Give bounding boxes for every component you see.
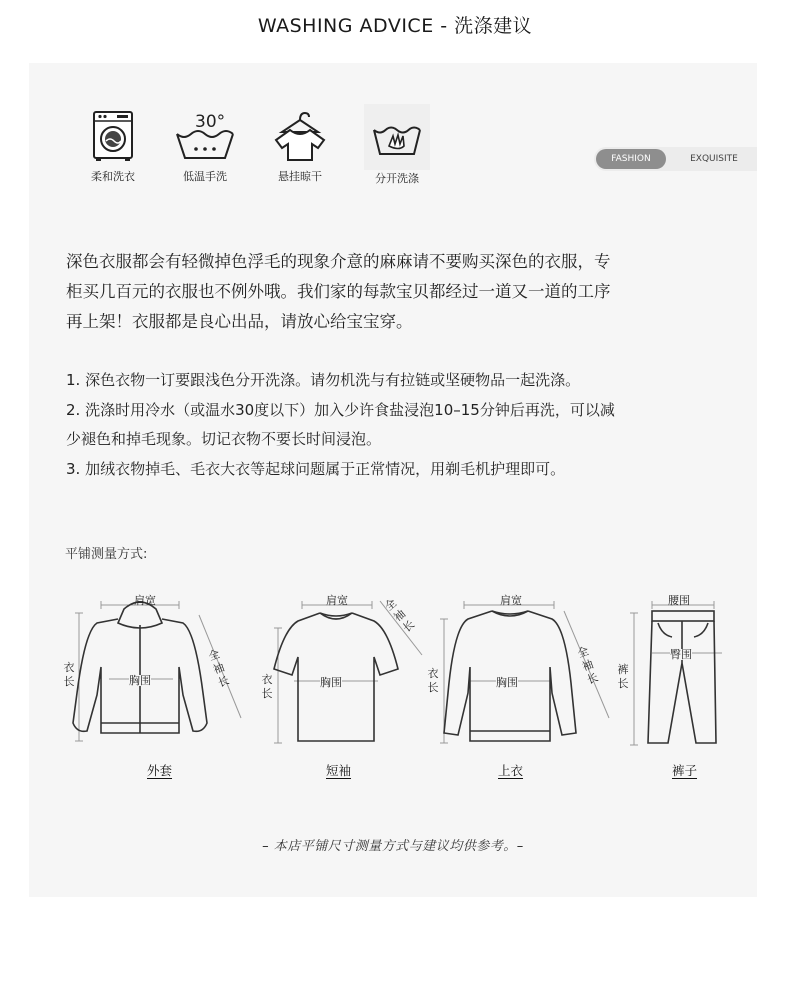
measure-title: 平铺测量方式: bbox=[65, 547, 148, 562]
footer-note: – 本店平铺尺寸测量方式与建议均供参考。– bbox=[262, 839, 524, 854]
advice-line: 1. 深色衣物一订要跟浅色分开洗涤。请勿机洗与有拉链或坚硬物品一起洗涤。 bbox=[66, 371, 581, 389]
advice-list bbox=[66, 366, 734, 484]
care-item-low-temp-hand-wash bbox=[170, 108, 240, 184]
separate-wash-icon bbox=[369, 116, 425, 166]
care-item-hang-dry bbox=[265, 108, 335, 184]
intro-line: 柜买几百元的衣服也不例外哦。我们家的每款宝贝都经过一道又一道的工序 bbox=[66, 282, 611, 301]
separate-wash-icon-box bbox=[364, 104, 430, 170]
garment-tshirt bbox=[254, 583, 429, 778]
shoulder-width-label: 肩宽 bbox=[326, 594, 348, 607]
tag-exquisite: EXQUISITE bbox=[690, 154, 738, 164]
intro-line: 再上架！衣服都是良心出品，请放心给宝宝穿。 bbox=[66, 312, 413, 331]
advice-line: 2. 洗涤时用冷水（或温水30度以下）加入少许食盐浸泡10–15分钟后再洗，可以减 bbox=[66, 400, 615, 419]
care-item-separate-wash bbox=[362, 108, 432, 186]
care-label: 柔和洗衣 bbox=[91, 170, 135, 183]
tshirt-outline-icon bbox=[254, 583, 429, 748]
content-panel bbox=[29, 63, 757, 897]
waist-label: 腰围 bbox=[668, 594, 690, 607]
care-label: 分开洗涤 bbox=[375, 172, 419, 185]
length-label: 衣长 bbox=[427, 667, 439, 694]
length-label: 衣长 bbox=[261, 673, 273, 700]
shoulder-width-label: 肩宽 bbox=[500, 594, 522, 607]
chest-label: 胸围 bbox=[496, 676, 518, 689]
intro-paragraph bbox=[66, 247, 734, 337]
advice-line: 少褪色和掉毛现象。切记衣物不要长时间浸泡。 bbox=[66, 430, 382, 448]
garment-jacket bbox=[49, 583, 249, 778]
chest-label: 胸围 bbox=[320, 676, 342, 689]
hip-label: 臀围 bbox=[670, 648, 692, 661]
garment-top bbox=[424, 583, 614, 778]
hanger-dry-icon bbox=[268, 108, 332, 164]
sleeve-length-label: 全袖长 bbox=[206, 647, 232, 690]
page-title: WASHING ADVICE - 洗涤建议 bbox=[257, 15, 533, 37]
intro-line: 深色衣服都会有轻微掉色浮毛的现象介意的麻麻请不要购买深色的衣服，专 bbox=[66, 252, 611, 271]
tag-fashion: FASHION bbox=[596, 149, 666, 169]
style-tags bbox=[594, 147, 757, 171]
sleeve-length-label: 全袖长 bbox=[382, 596, 418, 635]
length-label: 衣长 bbox=[63, 661, 75, 688]
pants-outline-icon bbox=[614, 583, 754, 748]
garment-caption: 裤子 bbox=[672, 763, 698, 778]
care-label: 低温手洗 bbox=[183, 170, 227, 183]
care-item-gentle-wash bbox=[78, 108, 148, 184]
garment-caption: 短袖 bbox=[326, 763, 352, 778]
garment-pants bbox=[614, 583, 754, 778]
wash-temperature-text: 30° bbox=[195, 112, 226, 132]
advice-line: 3. 加绒衣物掉毛、毛衣大衣等起球问题属于正常情况，用剃毛机护理即可。 bbox=[66, 459, 566, 478]
washing-machine-icon bbox=[89, 108, 137, 164]
length-label: 裤长 bbox=[617, 663, 629, 690]
chest-label: 胸围 bbox=[129, 674, 151, 687]
garment-caption: 上衣 bbox=[498, 763, 524, 778]
hand-wash-30-icon bbox=[173, 108, 237, 164]
care-label: 悬挂晾干 bbox=[278, 170, 322, 183]
garment-caption: 外套 bbox=[147, 763, 173, 778]
sleeve-length-label: 全袖长 bbox=[575, 644, 601, 687]
shoulder-width-label: 肩宽 bbox=[134, 594, 156, 607]
